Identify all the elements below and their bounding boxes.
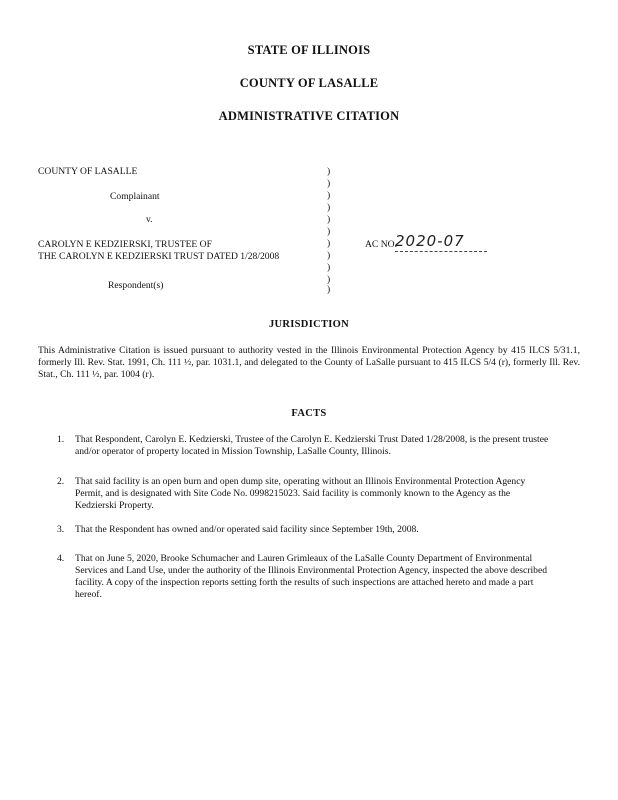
citation-page: STATE OF ILLINOIS COUNTY OF LASALLE ADMINISTRATIVE CITATION COUNTY OF LASALLE Complainant v. CAROLYN E KEDZIERSKI, TRUSTEE OF THE CAROLYN E KEDZIERSKI TRUST DATED 1/28/2008 Respondent(s) ) ) ) ) ) ) ) ) ) ) ) AC NO. 2020-07 JURISDICTION This Administrative Citation is issued pursuant to authority vested in the Illinois Environmental Protection Agency by 415 ILCS 5/31.1, formerly Ill. Rev. Stat. 1991, Ch. 111 ½, par. 1031.1, and delegated to the County of LaSalle pursuant to 415 ILCS 5/4 (r), formerly Ill. Rev. Stat., Ch. 111 ½, par. 1004 (r). FACTS 1. That Respondent, Carolyn E. Kedzierski, Trustee of the Carolyn E. Kedzierski Trust Dated 1/28/2008, is the present trustee and/or operator of property located in Mission Township, LaSalle County, Illinois. 2. That said facility is an open burn and open dump site, operating without an Illinois Environmental Protection Agency Permit, and is designated with Site Code No. 0998215023. Said facility is commonly known to the Agency as the Kedzierski Property. 3. That the Respondent has owned and/or operated said facility since September 19th, 2008. 4. That on June 5, 2020, Brooke Schumacher and Lauren Grimleaux of the LaSalle County Department of Environmental Services and Land Use, under the authority of the Illinois Environmental Protection Agency, inspected the above described facility. A copy of the inspection reports setting forth the results of such inspections are attached hereto and made a part hereof. [0, 0, 618, 800]
fact-number: 1. [57, 434, 65, 445]
complainant-role: Complainant [110, 191, 160, 202]
respondent-name-line2: THE CAROLYN E KEDZIERSKI TRUST DATED 1/28/2008 [38, 251, 280, 262]
respondent-role: Respondent(s) [108, 280, 164, 291]
fact-number: 4. [57, 553, 65, 564]
fact-number: 3. [57, 524, 65, 535]
county-heading: COUNTY OF LASALLE [239, 76, 379, 90]
complainant-name: COUNTY OF LASALLE [38, 166, 138, 177]
versus-label: v. [146, 214, 153, 225]
state-heading: STATE OF ILLINOIS [247, 43, 371, 57]
fact-item: That the Respondent has owned and/or operated said facility since September 19th, 2008. [75, 524, 419, 535]
fact-item: That said facility is an open burn and open dump site, operating without an Illinois Environmental Protection Agency Permit, and is designated with Site Code No. 0998215023. Said facility is commonly known to the Agency as the Kedzierski Property. [75, 476, 526, 511]
ac-number-underline [395, 251, 487, 252]
fact-item: That on June 5, 2020, Brooke Schumacher and Lauren Grimleaux of the LaSalle County Department of Environmental Services and Land Use, under the authority of the Illinois Environmental Protection Agency, inspected the above described facility. A copy of the inspection reports setting forth the results of such inspections are attached hereto and made a part hereof. [75, 553, 547, 600]
document-title: ADMINISTRATIVE CITATION [218, 109, 400, 123]
jurisdiction-paragraph: This Administrative Citation is issued pursuant to authority vested in the Illinois Environmental Protection Agency by 415 ILCS 5/31.1, formerly Ill. Rev. Stat. 1991, Ch. 111 ½, par. 1031.1, and delegated to the County of LaSalle pursuant to 415 ILCS 5/4 (r), formerly Ill. Rev. Stat., Ch. 111 ½, par. 1004 (r). [38, 345, 580, 381]
fact-item: That Respondent, Carolyn E. Kedzierski, Trustee of the Carolyn E. Kedzierski Trust Dated 1/28/2008, is the present trustee and/or operator of property located in Mission Township, LaSalle County, Illinois. [75, 434, 549, 457]
facts-heading: FACTS [291, 408, 327, 419]
ac-number-handwritten: 2020-07 [395, 232, 465, 250]
jurisdiction-heading: JURISDICTION [268, 319, 350, 330]
respondent-name-line1: CAROLYN E KEDZIERSKI, TRUSTEE OF [38, 239, 212, 250]
fact-number: 2. [57, 476, 65, 487]
ac-number-label: AC NO. [365, 239, 397, 250]
